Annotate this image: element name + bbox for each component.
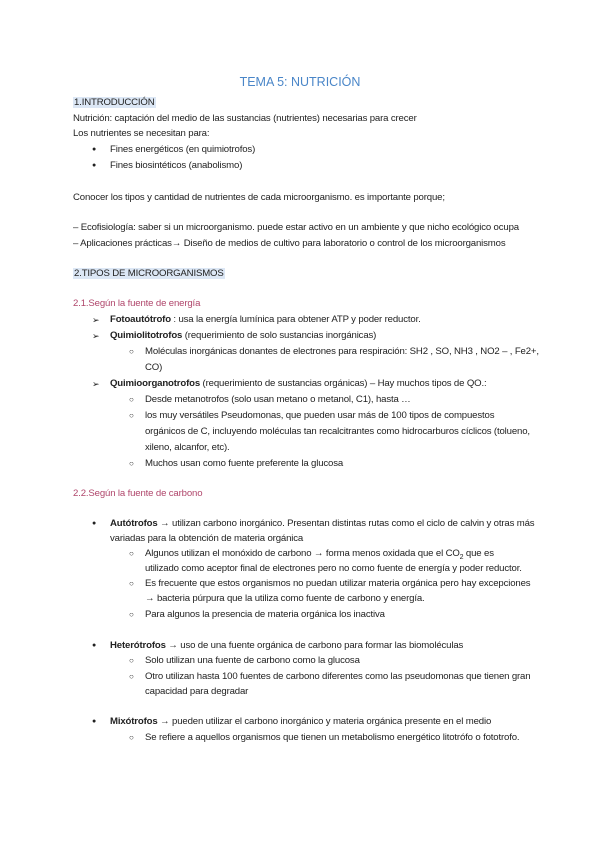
paragraph-text: Conocer los tipos y cantidad de nutrientes de cada microorganismo. es importante porque; — [73, 192, 445, 203]
list-item: los muy versátiles Pseudomonas, que pueden usar más de 100 tipos de compuestos — [145, 410, 495, 421]
list-item — [110, 518, 534, 530]
bullet-ring-icon: ○ — [129, 610, 134, 619]
heading-text: 1.INTRODUCCIÓN — [74, 97, 155, 108]
arrow-bullet-icon: ➢ — [92, 379, 100, 389]
list-item-continuation: variadas para la obtención de materia orgánica — [110, 533, 304, 544]
term-desc: → pueden utilizar el carbono inorgánico y materia orgánica presente en el medio — [157, 716, 492, 727]
definition-text: Nutrición: captación del medio de las sustancias (nutrientes) necesarias para crecer — [73, 113, 417, 124]
text: que es — [463, 548, 494, 559]
term-desc: → uso de una fuente orgánica de carbono para formar las biomoléculas — [165, 640, 464, 651]
bullet-dot-icon: ● — [92, 718, 97, 725]
bullet-ring-icon: ○ — [129, 347, 134, 356]
arrow-bullet-icon: ➢ — [92, 315, 100, 325]
bullet-dot-icon: ● — [92, 642, 97, 649]
term: Mixótrofos — [110, 716, 158, 727]
paragraph-text: Los nutrientes se necesitan para: — [73, 128, 210, 139]
term-desc: → utilizan carbono inorgánico. Presentan distintas rutas como el ciclo de calvin y otras más — [157, 518, 535, 529]
bullet-ring-icon: ○ — [129, 656, 134, 665]
list-item-continuation: capacidad para degradar — [145, 686, 249, 697]
list-item: Se refiere a aquellos organismos que tienen un metabolismo energético litotrófo o fototrofo. — [145, 732, 520, 743]
list-item-continuation: utilizado como aceptor final de electrones pero no como fuente de energía y poder reductor. — [145, 563, 522, 574]
list-item-continuation: orgánicos de C, incluyendo moléculas tan recalcitrantes como hidrocarburos cíclicos (tolueno, — [145, 426, 530, 437]
section-heading-tipos — [73, 268, 225, 280]
list-item: Para algunos la presencia de materia orgánica los inactiva — [145, 609, 385, 620]
paragraph-text: – Ecofisiología: saber si un microorganismo. puede estar activo en un ambiente y que nicho ecológico ocupa — [73, 222, 519, 233]
bullet-ring-icon: ○ — [129, 549, 134, 558]
bullet-ring-icon: ○ — [129, 411, 134, 420]
bullet-ring-icon: ○ — [129, 459, 134, 468]
subscript: 2 — [459, 553, 464, 561]
list-item: Otro utilizan hasta 100 fuentes de carbono diferentes como las pseudomonas que tienen gran — [145, 671, 531, 682]
term-desc: (requerimiento de sustancias orgánicas) – Hay muchos tipos de QO.: — [200, 378, 487, 389]
bullet-dot-icon: ● — [92, 146, 97, 153]
list-item — [110, 378, 486, 390]
list-item — [110, 716, 491, 728]
subsection-heading-energia: 2.1.Según la fuente de energía — [73, 298, 201, 309]
subsection-heading-carbono: 2.2.Según la fuente de carbono — [73, 488, 203, 499]
bullet-ring-icon: ○ — [129, 733, 134, 742]
list-item: Moléculas inorgánicas donantes de electrones para respiración: SH2 , SO, NH3 , NO2 – , Fe2+, — [145, 346, 539, 357]
list-item-continuation: → bacteria púrpura que la utiliza como fuente de carbono y energía. — [145, 593, 425, 604]
text: Algunos utilizan el monóxido de carbono → forma menos oxidada que el CO — [145, 548, 460, 559]
bullet-dot-icon: ● — [92, 162, 97, 169]
list-item — [110, 314, 421, 326]
page-title: TEMA 5: NUTRICIÓN — [239, 75, 361, 89]
term: Fotoautótrofo — [110, 314, 171, 325]
bullet-dot-icon: ● — [92, 520, 97, 527]
list-item: Desde metanotrofos (solo usan metano o metanol, C1), hasta … — [145, 394, 411, 405]
list-item — [110, 330, 376, 342]
list-item: Muchos usan como fuente preferente la glucosa — [145, 458, 344, 469]
bullet-ring-icon: ○ — [129, 395, 134, 404]
list-item-continuation: CO) — [145, 362, 163, 373]
term: Quimiolitotrofos — [110, 330, 183, 341]
paragraph-text: – Aplicaciones prácticas→ Diseño de medios de cultivo para laboratorio o control de los microorganismos — [73, 238, 506, 249]
list-item: Fines energéticos (en quimiotrofos) — [110, 144, 256, 155]
list-item — [145, 548, 494, 564]
list-item — [110, 640, 463, 652]
term: Quimioorganotrofos — [110, 378, 201, 389]
term-desc: (requerimiento de solo sustancias inorgánicas) — [182, 330, 377, 341]
list-item-continuation: xileno, alcanfor, etc). — [145, 442, 230, 453]
term-desc: : usa la energía lumínica para obtener ATP y poder reductor. — [170, 314, 421, 325]
heading-text: 2.TIPOS DE MICROORGANISMOS — [74, 268, 224, 279]
term: Autótrofos — [110, 518, 158, 529]
term: Heterótrofos — [110, 640, 166, 651]
section-heading-introduccion — [73, 97, 156, 109]
list-item: Fines biosintéticos (anabolismo) — [110, 160, 243, 171]
arrow-bullet-icon: ➢ — [92, 331, 100, 341]
list-item: Solo utilizan una fuente de carbono como la glucosa — [145, 655, 360, 666]
bullet-ring-icon: ○ — [129, 579, 134, 588]
bullet-ring-icon: ○ — [129, 672, 134, 681]
list-item: Es frecuente que estos organismos no puedan utilizar materia orgánica pero hay excepciones — [145, 578, 531, 589]
